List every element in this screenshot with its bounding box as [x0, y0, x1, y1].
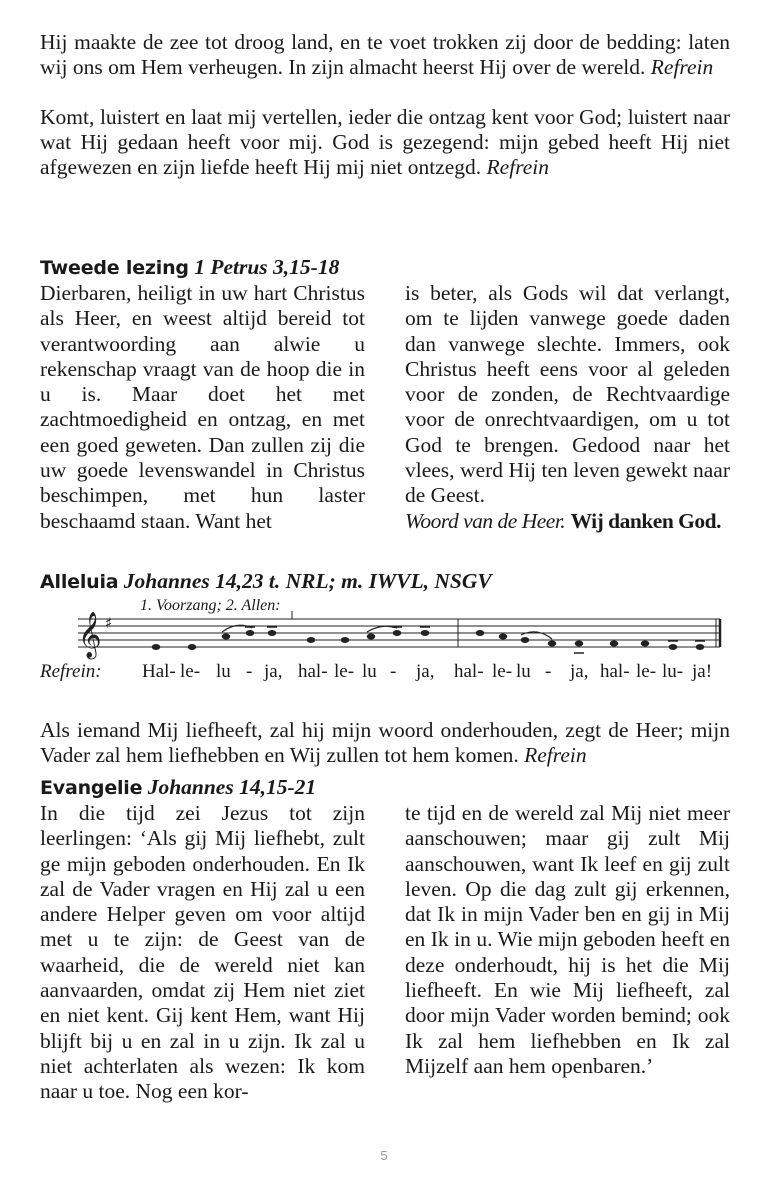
lyric-syllable: hal- — [454, 661, 484, 682]
music-staff — [40, 597, 730, 689]
lyric-syllable: le- — [636, 661, 657, 682]
closing-acclamation: Woord van de Heer. — [405, 508, 566, 533]
lyric-syllable: ja, — [264, 661, 283, 682]
sharp-icon: ♯ — [105, 614, 113, 632]
section-reference: Johannes 14,15-21 — [147, 775, 317, 799]
lyric-syllable: lu — [216, 661, 231, 682]
intro-paragraph-1 — [40, 30, 730, 80]
lyric-syllable: le- — [334, 661, 355, 682]
lyric-syllable: Hal- — [142, 661, 176, 682]
column-right — [405, 281, 730, 534]
column-right: te tijd en de wereld zal Mij niet meer aanschouwen; maar gij zult Mij aanschouwen, want Ik leef en gij zult leven. Op die dag zult gij erkennen, dat Ik in mijn Vader ben en gij in Mij en Ik in u. Wie mijn geboden heeft en deze onderhoudt, hij is het die Mij liefheeft. En wie Mij liefheeft, zal door mijn Vader worden bemind; ook Ik zal hem liefhebben en Ik zal Mijzelf aan hem openbaren.’ — [405, 801, 730, 1078]
refrein-marker: Refrein — [524, 743, 587, 767]
lyric-syllable: - — [390, 661, 397, 682]
page-number: 5 — [380, 1148, 388, 1163]
alleluia-verse — [40, 718, 730, 768]
refrein-marker: Refrein — [650, 55, 714, 79]
two-columns — [40, 281, 730, 534]
alleluia-verse-text: Als iemand Mij liefheeft, zal hij mijn woord onderhouden, zegt de Heer; mijn Vader zal hem liefhebben en Wij zullen tot hem komen. — [40, 718, 730, 767]
alleluia-section — [40, 568, 730, 767]
voorzang-instruction: 1. Voorzang; 2. Allen: — [140, 597, 281, 614]
lyric-syllable: ja, — [570, 661, 589, 682]
lyric-syllable: - — [246, 661, 253, 682]
lyric-syllable: lu — [362, 661, 377, 682]
evangelie-heading — [40, 774, 730, 801]
two-columns — [40, 801, 730, 1105]
section-reference: 1 Petrus 3,15-18 — [194, 255, 340, 279]
section-label: Evangelie — [40, 777, 143, 799]
section-label: Tweede lezing — [40, 257, 189, 279]
lyric-syllable: lu- — [662, 661, 684, 682]
lyric-syllable: le- — [180, 661, 201, 682]
page — [40, 30, 730, 1104]
column-left: Dierbaren, heiligt in uw hart Christus als Heer, en weest altijd bereid tot verantwoording aan alwie u rekenschap vraagt van de hoop die in u is. Maar doet het met zachtmoedigheid en ontzag, en met een goed geweten. Dan zullen zij die uw goede levenswandel in Christus beschimpen, met hun laster beschaamd staan. Want het — [40, 281, 365, 533]
lyric-syllable: hal- — [298, 661, 328, 682]
refrein-marker: Refrein — [486, 155, 550, 179]
tweede-lezing-section — [40, 254, 730, 534]
evangelie-section — [40, 774, 730, 1105]
tweede-lezing-heading — [40, 254, 730, 281]
refrein-label: Refrein: — [40, 661, 102, 682]
lyric-syllable: ja, — [416, 661, 435, 682]
alleluia-heading — [40, 568, 730, 595]
lyric-syllable: hal- — [600, 661, 630, 682]
intro-text-2: Komt, luistert en laat mij vertellen, ieder die ontzag kent voor God; luistert naar wat Hij gedaan heeft voor mij. God is gezegend: mijn gebed heeft Hij niet afgewezen en zijn liefde heeft Hij mij niet ontzegd. — [40, 105, 730, 179]
column-right-text: is beter, als Gods wil dat verlangt, om te lijden vanwege goede daden dan vanwege slechte. Immers, ook Christus heeft eens voor al geleden voor de zonden, de Rechtvaardige voor de onrechtvaardigen, om u tot God te brengen. Gedood naar het vlees, werd Hij ten leven gewekt naar de Geest. — [405, 281, 730, 508]
lyric-syllable: ja! — [692, 661, 713, 682]
lyric-syllable: - — [545, 661, 552, 682]
intro-text-1: Hij maakte de zee tot droog land, en te voet trokken zij door de bedding: laten wij ons om Hem verheugen. In zijn almacht heerst Hij over de wereld. — [40, 30, 730, 79]
section-reference: Johannes 14,23 t. NRL; m. IWVL, NSGV — [123, 569, 492, 593]
treble-clef-icon: 𝄞 — [78, 612, 102, 658]
lyric-syllable: lu — [516, 661, 531, 682]
intro-paragraph-2 — [40, 105, 730, 180]
closing-response: Wij danken God. — [570, 508, 721, 533]
column-left: In die tijd zei Jezus tot zijn leerlingen: ‘Als gij Mij liefhebt, zult ge mijn geboden onderhouden. En Ik zal de Vader vragen en Hij zal u een andere Helper geven om voor altijd met u te zijn: de Geest van de waarheid, die de wereld niet kan aanvaarden, omdat zij Hem niet ziet en niet kent. Gij kent Hem, want Hij blijft bij u en zal in u zijn. Ik zal u niet achterlaten als wezen: Ik kom naar u toe. Nog een kor- — [40, 801, 365, 1104]
lyric-syllable: le- — [492, 661, 513, 682]
section-label: Alleluia — [40, 571, 119, 593]
